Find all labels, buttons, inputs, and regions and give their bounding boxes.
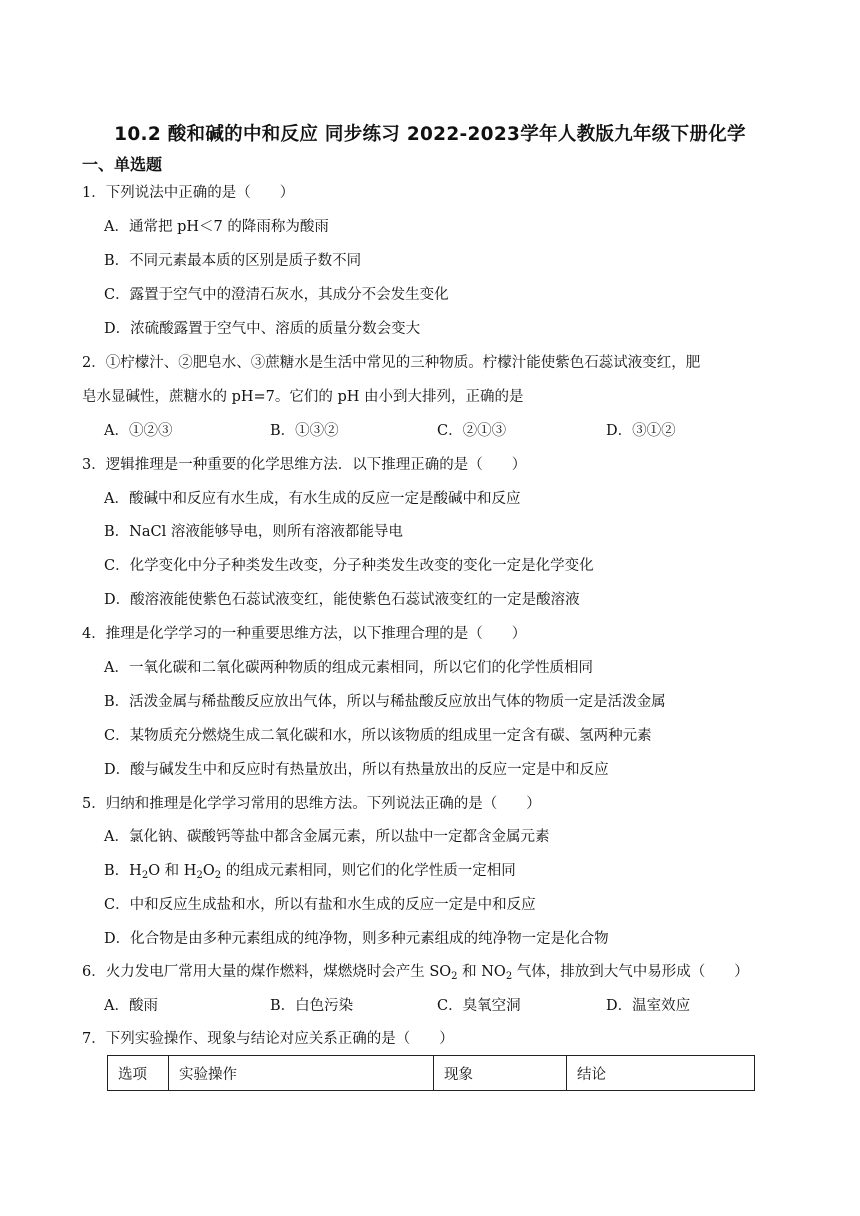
question-4-option-a[interactable]: A．一氧化碳和二氧化碳两种物质的组成元素相同，所以它们的化学性质相同 bbox=[104, 660, 593, 676]
table-header-cell: 实验操作 bbox=[169, 1056, 434, 1091]
question-3-option-b[interactable]: B．NaCl 溶液能够导电，则所有溶液都能导电 bbox=[104, 524, 403, 540]
table-header-cell: 结论 bbox=[567, 1056, 755, 1091]
question-2-stem-line2: 皂水显碱性，蔗糖水的 pH=7。它们的 pH 由小到大排列，正确的是 bbox=[82, 389, 524, 405]
question-4-option-b[interactable]: B．活泼金属与稀盐酸反应放出气体，所以与稀盐酸反应放出气体的物质一定是活泼金属 bbox=[104, 694, 666, 710]
question-1-option-c[interactable]: C．露置于空气中的澄清石灰水，其成分不会发生变化 bbox=[104, 287, 449, 303]
question-3-option-a[interactable]: A．酸碱中和反应有水生成，有水生成的反应一定是酸碱中和反应 bbox=[104, 491, 521, 507]
question-3-stem: 3．逻辑推理是一种重要的化学思维方法．以下推理正确的是（ ） bbox=[82, 457, 527, 473]
table-header-cell: 选项 bbox=[108, 1056, 169, 1091]
question-2-stem-line1: 2．①柠檬汁、②肥皂水、③蔗糖水是生活中常见的三种物质。柠檬汁能使紫色石蕊试液变红，肥 bbox=[82, 355, 701, 371]
question-1-option-d[interactable]: D．浓硫酸露置于空气中、溶质的质量分数会变大 bbox=[104, 321, 421, 337]
question-2-option-c[interactable]: C．②①③ bbox=[437, 423, 507, 439]
section-heading: 一、单选题 bbox=[82, 155, 163, 174]
question-2-option-a[interactable]: A．①②③ bbox=[104, 423, 173, 439]
question-1-option-b[interactable]: B．不同元素最本质的区别是质子数不同 bbox=[104, 253, 362, 269]
question-4-option-c[interactable]: C．某物质充分燃烧生成二氧化碳和水，所以该物质的组成里一定含有碳、氢两种元素 bbox=[104, 728, 652, 744]
question-6-option-d[interactable]: D．温室效应 bbox=[606, 998, 691, 1014]
question-6-stem: 6．火力发电厂常用大量的煤作燃料，煤燃烧时会产生 $SO_2$ 和 $NO_2$ 气体，排放到大气中易形成（ ） bbox=[82, 964, 749, 982]
question-6-option-b[interactable]: B．白色污染 bbox=[270, 998, 354, 1014]
question-5-option-b[interactable]: B．$H_2O$ 和 $H_2O_2$ 的组成元素相同，则它们的化学性质一定相同 bbox=[104, 863, 516, 881]
question-5-option-c[interactable]: C．中和反应生成盐和水，所以有盐和水生成的反应一定是中和反应 bbox=[104, 897, 536, 913]
question-5-stem: 5．归纳和推理是化学学习常用的思维方法。下列说法正确的是（ ） bbox=[82, 796, 541, 812]
question-3-option-d[interactable]: D．酸溶液能使紫色石蕊试液变红，能使紫色石蕊试液变红的一定是酸溶液 bbox=[104, 592, 580, 608]
question-5-option-d[interactable]: D．化合物是由多种元素组成的纯净物，则多种元素组成的纯净物一定是化合物 bbox=[104, 931, 609, 947]
table-header-cell: 现象 bbox=[434, 1056, 567, 1091]
page-title: 10.2 酸和碱的中和反应 同步练习 2022-2023学年人教版九年级下册化学 bbox=[114, 124, 746, 145]
question-6-option-c[interactable]: C．臭氧空洞 bbox=[437, 998, 521, 1014]
question-2-option-b[interactable]: B．①③② bbox=[270, 423, 339, 439]
question-5-option-a[interactable]: A．氯化钠、碳酸钙等盐中都含金属元素，所以盐中一定都含金属元素 bbox=[104, 829, 550, 845]
question-1-stem: 1．下列说法中正确的是（ ） bbox=[82, 185, 295, 201]
question-2-option-d[interactable]: D．③①② bbox=[606, 423, 676, 439]
question-1-option-a[interactable]: A．通常把 pH＜7 的降雨称为酸雨 bbox=[104, 219, 329, 235]
table-header-row bbox=[108, 1056, 755, 1091]
question-6-option-a[interactable]: A．酸雨 bbox=[104, 998, 158, 1014]
question-7-table bbox=[107, 1055, 755, 1091]
question-4-stem: 4．推理是化学学习的一种重要思维方法，以下推理合理的是（ ） bbox=[82, 626, 527, 642]
question-4-option-d[interactable]: D．酸与碱发生中和反应时有热量放出，所以有热量放出的反应一定是中和反应 bbox=[104, 762, 609, 778]
question-3-option-c[interactable]: C．化学变化中分子种类发生改变，分子种类发生改变的变化一定是化学变化 bbox=[104, 558, 594, 574]
question-7-stem: 7．下列实验操作、现象与结论对应关系正确的是（ ） bbox=[82, 1031, 454, 1047]
